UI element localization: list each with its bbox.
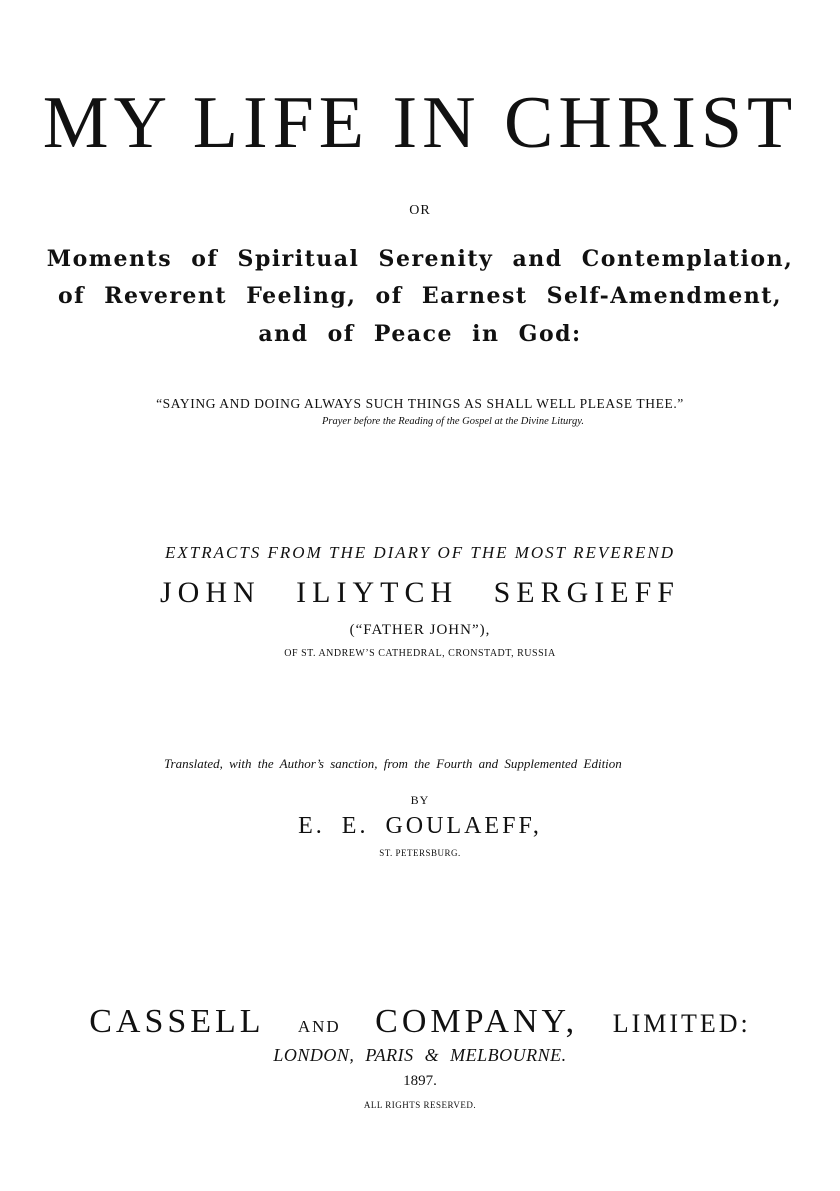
translator-name: E. E. GOULAEFF, [298,813,542,839]
translator-city: ST. PETERSBURG. [379,848,461,858]
publication-places: LONDON, PARIS & MELBOURNE. [273,1045,567,1065]
rights-notice: ALL RIGHTS RESERVED. [363,1100,477,1110]
publisher [0,1003,840,1041]
extracts-note: EXTRACTS FROM THE DIARY OF THE MOST REVEREND [165,543,675,562]
book-title: MY LIFE IN CHRIST [42,82,798,164]
publisher-limited: LIMITED: [612,1009,751,1038]
by-label: BY [410,793,430,807]
translation-note: Translated, with the Author’s sanction, from the Fourth and Supplemented Edition [164,756,622,771]
author-name: JOHN ILIYTCH SERGIEFF [159,576,680,609]
publication-year: 1897. [403,1073,437,1089]
publisher-company: COMPANY, [375,1003,579,1040]
epigraph-quote: “SAYING AND DOING ALWAYS SUCH THINGS AS SHALL WELL PLEASE THEE.” [156,396,684,411]
epigraph-source: Prayer before the Reading of the Gospel at the Divine Liturgy. [322,416,584,427]
publisher-name: CASSELL [89,1003,264,1040]
author-alias: (“FATHER JOHN”), [349,622,491,638]
subtitle-line-3: and of Peace in God: [258,321,582,347]
or-separator: OR [409,203,431,218]
publisher-and: AND [297,1017,341,1036]
subtitle-line-2: of Reverent Feeling, of Earnest Self-Amendment, [57,283,783,309]
subtitle-line-1: Moments of Spiritual Serenity and Contemplation, [46,246,794,272]
author-cathedral: OF ST. ANDREW’S CATHEDRAL, CRONSTADT, RUSSIA [284,648,556,659]
